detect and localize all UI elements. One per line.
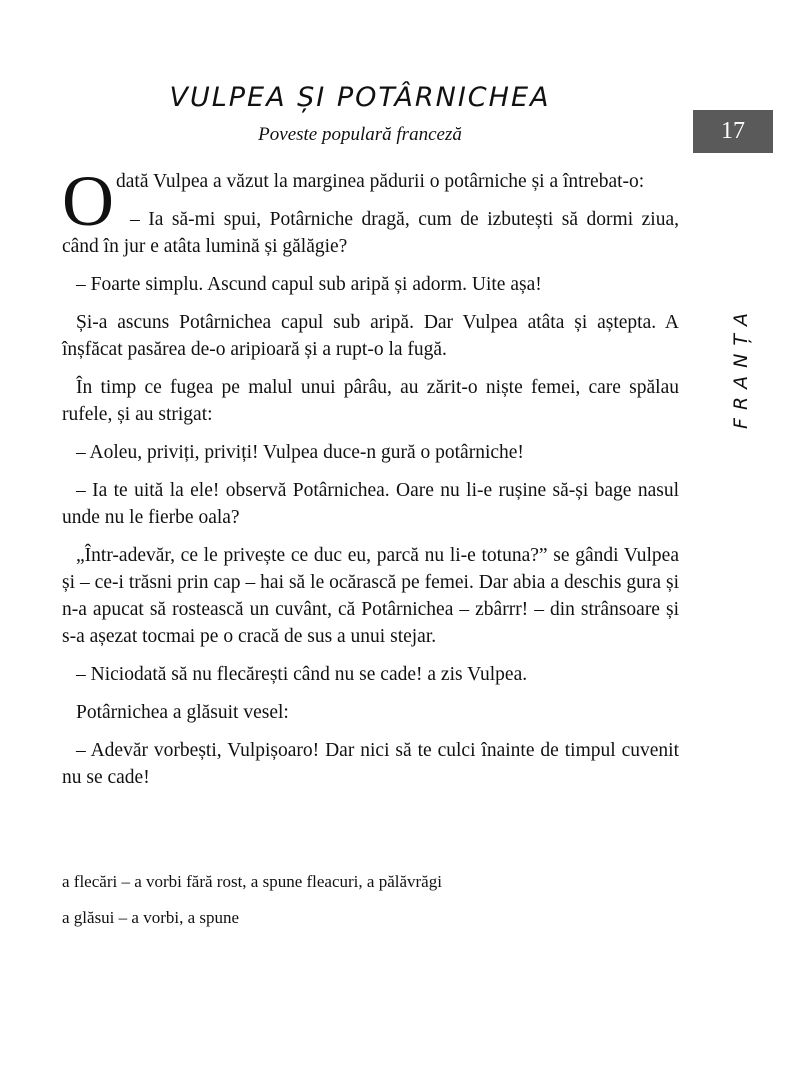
story-paragraph: „Într-adevăr, ce le privește ce duc eu, parcă nu li-e totuna?” se gândi Vulpea și – ce-i trăsni prin cap – hai să le ocărască pe femei. Dar abia a deschis gura și n-a apucat să rostească un cuvânt, că Potârnichea – zbârrr! – din strânsoare și s-a așezat tocmai pe o cracă de sus a unui stejar. <box>62 545 679 647</box>
story-paragraph: – Niciodată să nu flecărești când nu se cade! a zis Vulpea. <box>76 664 528 685</box>
story-paragraph: – Adevăr vorbești, Vulpișoaro! Dar nici să te culci înainte de timpul cuvenit nu se cade! <box>62 740 679 788</box>
story-body <box>62 161 679 802</box>
story-paragraph: Potârnichea a glăsuit vesel: <box>76 702 289 723</box>
glossary-entry: a glăsui – a vorbi, a spune <box>62 908 240 927</box>
country-label <box>726 305 756 429</box>
glossary <box>62 872 679 944</box>
drop-cap: O <box>62 161 114 241</box>
story-paragraph: – Ia te uită la ele! observă Potârnichea. Oare nu li-e rușine să-și bage nasul unde nu le fierbe oala? <box>62 480 679 528</box>
country-label-text: FRANȚA <box>730 305 753 429</box>
story-paragraph: Odată Vulpea a văzut la marginea pădurii o potârniche și a întrebat-o: <box>62 161 645 241</box>
story-paragraph: În timp ce fugea pe malul unui pârâu, au zărit-o niște femei, care spălau rufele, și au strigat: <box>62 377 679 425</box>
story-title: VULPEA ȘI POTÂRNICHEA <box>169 82 551 113</box>
page-number-badge: 17 <box>693 110 773 153</box>
story-paragraph: – Ia să-mi spui, Potârniche dragă, cum de izbutești să dormi ziua, când în jur e atâta lumină și gălăgie? <box>62 209 679 257</box>
glossary-entry: a flecări – a vorbi fără rost, a spune fleacuri, a pălăvrăgi <box>62 872 442 891</box>
story-paragraph: – Aoleu, priviți, priviți! Vulpea duce-n gură o potârniche! <box>76 442 524 463</box>
story-paragraph: – Foarte simplu. Ascund capul sub aripă și adorm. Uite așa! <box>76 274 542 295</box>
story-subtitle: Poveste populară franceză <box>258 124 462 145</box>
story-paragraph: Și-a ascuns Potârnichea capul sub aripă. Dar Vulpea atâta și aștepta. A înșfăcat pasărea de-o aripioară și a rupt-o la fugă. <box>62 312 679 360</box>
